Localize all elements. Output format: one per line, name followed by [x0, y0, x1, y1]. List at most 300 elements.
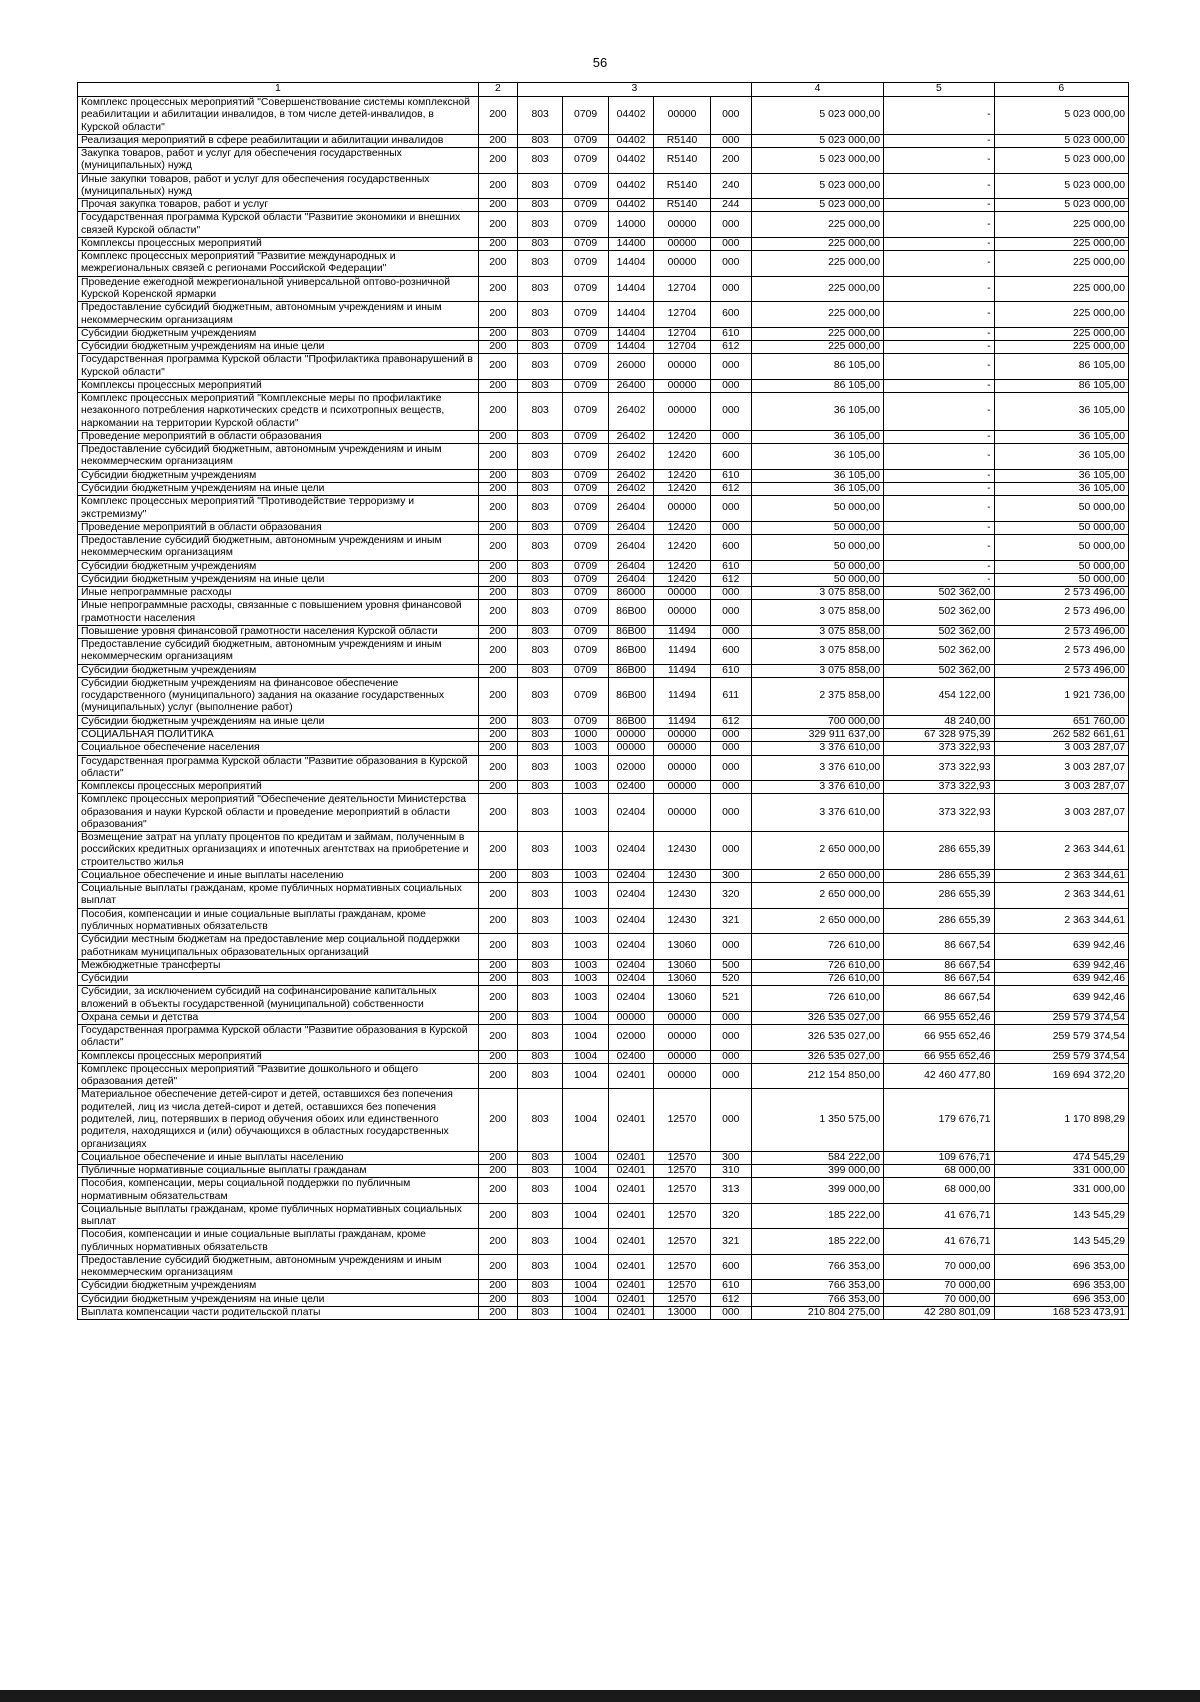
amount-plan: 5 023 000,00	[751, 134, 883, 147]
amount-executed: -	[884, 237, 995, 250]
code-cs1: 26404	[608, 535, 654, 561]
row-name: Комплекс процессных мероприятий "Развитие международных и межрегиональных связей с регионами Российской Федерации"	[78, 251, 479, 277]
table-row	[78, 869, 1129, 882]
code-gr: 200	[478, 276, 517, 302]
code-cs1: 04402	[608, 199, 654, 212]
code-rz: 1003	[563, 755, 609, 781]
amount-plan: 399 000,00	[751, 1178, 883, 1204]
code-cs1: 86В00	[608, 677, 654, 715]
code-vr: 600	[710, 1254, 751, 1280]
code-rz: 0709	[563, 341, 609, 354]
amount-remainder: 169 694 372,20	[994, 1063, 1128, 1089]
code-cs1: 26402	[608, 393, 654, 431]
code-gr: 200	[478, 869, 517, 882]
amount-remainder: 225 000,00	[994, 237, 1128, 250]
table-row	[78, 1165, 1129, 1178]
code-cs2: 12430	[654, 883, 710, 909]
code-vr: 520	[710, 973, 751, 986]
amount-plan: 399 000,00	[751, 1165, 883, 1178]
amount-plan: 726 610,00	[751, 973, 883, 986]
code-cs1: 04402	[608, 134, 654, 147]
code-cs2: 12420	[654, 535, 710, 561]
amount-remainder: 86 105,00	[994, 354, 1128, 380]
code-cs2: 12570	[654, 1203, 710, 1229]
code-rz: 0709	[563, 134, 609, 147]
code-cs1: 02000	[608, 1025, 654, 1051]
code-ved: 803	[517, 1165, 563, 1178]
code-vr: 612	[710, 1293, 751, 1306]
amount-plan: 2 650 000,00	[751, 908, 883, 934]
code-cs2: 12420	[654, 521, 710, 534]
amount-executed: 66 955 652,46	[884, 1025, 995, 1051]
row-name: Субсидии бюджетным учреждениям на иные цели	[78, 573, 479, 586]
table-row	[78, 1229, 1129, 1255]
code-cs1: 02401	[608, 1063, 654, 1089]
code-cs1: 02404	[608, 959, 654, 972]
code-gr: 200	[478, 1089, 517, 1151]
code-cs2: 13060	[654, 986, 710, 1012]
row-name: Социальное обеспечение и иные выплаты населению	[78, 1151, 479, 1164]
code-gr: 200	[478, 199, 517, 212]
row-name: Субсидии бюджетным учреждениям на иные цели	[78, 1293, 479, 1306]
amount-plan: 766 353,00	[751, 1254, 883, 1280]
code-rz: 0709	[563, 212, 609, 238]
amount-remainder: 3 003 287,07	[994, 742, 1128, 755]
amount-executed: -	[884, 341, 995, 354]
table-row	[78, 781, 1129, 794]
row-name: Субсидии местным бюджетам на предоставление мер социальной поддержки работникам муниципальных образовательных организаций	[78, 934, 479, 960]
amount-plan: 766 353,00	[751, 1293, 883, 1306]
code-gr: 200	[478, 573, 517, 586]
code-rz: 1004	[563, 1151, 609, 1164]
table-row	[78, 639, 1129, 665]
amount-executed: -	[884, 251, 995, 277]
amount-remainder: 5 023 000,00	[994, 148, 1128, 174]
code-vr: 000	[710, 1306, 751, 1319]
table-row	[78, 729, 1129, 742]
code-cs1: 14404	[608, 327, 654, 340]
code-cs2: 00000	[654, 729, 710, 742]
code-vr: 000	[710, 97, 751, 135]
code-vr: 000	[710, 625, 751, 638]
amount-plan: 2 650 000,00	[751, 869, 883, 882]
code-vr: 600	[710, 444, 751, 470]
code-gr: 200	[478, 430, 517, 443]
code-gr: 200	[478, 521, 517, 534]
amount-executed: -	[884, 212, 995, 238]
amount-remainder: 2 363 344,61	[994, 908, 1128, 934]
code-cs2: 12570	[654, 1254, 710, 1280]
amount-plan: 225 000,00	[751, 212, 883, 238]
amount-executed: 502 362,00	[884, 600, 995, 626]
amount-plan: 726 610,00	[751, 959, 883, 972]
col-header-6: 6	[994, 83, 1128, 97]
amount-remainder: 225 000,00	[994, 327, 1128, 340]
amount-remainder: 331 000,00	[994, 1178, 1128, 1204]
code-cs2: 00000	[654, 781, 710, 794]
code-gr: 200	[478, 148, 517, 174]
amount-plan: 726 610,00	[751, 986, 883, 1012]
code-vr: 611	[710, 677, 751, 715]
amount-remainder: 5 023 000,00	[994, 134, 1128, 147]
code-gr: 200	[478, 212, 517, 238]
code-vr: 000	[710, 276, 751, 302]
amount-remainder: 225 000,00	[994, 276, 1128, 302]
amount-executed: 42 280 801,09	[884, 1306, 995, 1319]
code-cs2: 12570	[654, 1293, 710, 1306]
code-cs2: 12420	[654, 444, 710, 470]
code-cs1: 00000	[608, 742, 654, 755]
amount-remainder: 143 545,29	[994, 1229, 1128, 1255]
code-rz: 0709	[563, 276, 609, 302]
code-cs1: 02000	[608, 755, 654, 781]
table-row	[78, 1151, 1129, 1164]
row-name: Комплекс процессных мероприятий "Обеспечение деятельности Министерства образования и науки Курской области и проведение мероприятий в области образования"	[78, 794, 479, 832]
code-rz: 0709	[563, 664, 609, 677]
code-gr: 200	[478, 600, 517, 626]
amount-executed: 373 322,93	[884, 742, 995, 755]
code-vr: 000	[710, 794, 751, 832]
amount-plan: 700 000,00	[751, 715, 883, 728]
code-cs1: 26404	[608, 573, 654, 586]
code-cs1: 02404	[608, 934, 654, 960]
code-vr: 610	[710, 469, 751, 482]
amount-executed: 48 240,00	[884, 715, 995, 728]
code-cs1: 14000	[608, 212, 654, 238]
table-row	[78, 469, 1129, 482]
code-rz: 1003	[563, 832, 609, 870]
code-vr: 610	[710, 1280, 751, 1293]
amount-plan: 50 000,00	[751, 535, 883, 561]
amount-remainder: 696 353,00	[994, 1254, 1128, 1280]
amount-remainder: 259 579 374,54	[994, 1011, 1128, 1024]
code-cs1: 86В00	[608, 639, 654, 665]
code-vr: 240	[710, 173, 751, 199]
amount-plan: 225 000,00	[751, 237, 883, 250]
amount-remainder: 5 023 000,00	[994, 97, 1128, 135]
row-name: Предоставление субсидий бюджетным, автономным учреждениям и иным некоммерческим организациям	[78, 1254, 479, 1280]
page-number: 56	[592, 55, 608, 70]
code-vr: 000	[710, 600, 751, 626]
amount-remainder: 50 000,00	[994, 573, 1128, 586]
amount-executed: 502 362,00	[884, 625, 995, 638]
col-header-4: 4	[751, 83, 883, 97]
code-gr: 200	[478, 354, 517, 380]
col-header-1: 1	[78, 83, 479, 97]
row-name: Субсидии, за исключением субсидий на софинансирование капитальных вложений в объекты государственной (муниципальной) собственности	[78, 986, 479, 1012]
amount-remainder: 2 573 496,00	[994, 664, 1128, 677]
amount-remainder: 696 353,00	[994, 1280, 1128, 1293]
code-rz: 1003	[563, 986, 609, 1012]
amount-plan: 3 075 858,00	[751, 600, 883, 626]
table-row	[78, 496, 1129, 522]
code-vr: 000	[710, 587, 751, 600]
code-gr: 200	[478, 393, 517, 431]
amount-plan: 766 353,00	[751, 1280, 883, 1293]
code-ved: 803	[517, 521, 563, 534]
amount-executed: -	[884, 482, 995, 495]
amount-executed: -	[884, 302, 995, 328]
row-name: Охрана семьи и детства	[78, 1011, 479, 1024]
code-gr: 200	[478, 173, 517, 199]
col-header-2: 2	[478, 83, 517, 97]
code-ved: 803	[517, 496, 563, 522]
code-cs1: 02404	[608, 908, 654, 934]
code-cs2: 11494	[654, 715, 710, 728]
code-gr: 200	[478, 482, 517, 495]
code-gr: 200	[478, 1025, 517, 1051]
table-row	[78, 715, 1129, 728]
row-name: Закупка товаров, работ и услуг для обеспечения государственных (муниципальных) нужд	[78, 148, 479, 174]
amount-executed: 86 667,54	[884, 934, 995, 960]
code-ved: 803	[517, 173, 563, 199]
code-vr: 612	[710, 715, 751, 728]
row-name: Социальное обеспечение и иные выплаты населению	[78, 869, 479, 882]
row-name: Повышение уровня финансовой грамотности населения Курской области	[78, 625, 479, 638]
table-row	[78, 1050, 1129, 1063]
code-vr: 310	[710, 1165, 751, 1178]
code-gr: 200	[478, 469, 517, 482]
code-cs2: 00000	[654, 393, 710, 431]
amount-plan: 50 000,00	[751, 496, 883, 522]
amount-executed: -	[884, 354, 995, 380]
amount-plan: 329 911 637,00	[751, 729, 883, 742]
amount-plan: 326 535 027,00	[751, 1011, 883, 1024]
code-cs2: 12704	[654, 276, 710, 302]
code-cs1: 02401	[608, 1306, 654, 1319]
table-row	[78, 354, 1129, 380]
amount-executed: -	[884, 469, 995, 482]
code-gr: 200	[478, 134, 517, 147]
row-name: Предоставление субсидий бюджетным, автономным учреждениям и иным некоммерческим организациям	[78, 639, 479, 665]
code-cs2: 13060	[654, 973, 710, 986]
row-name: Выплата компенсации части родительской платы	[78, 1306, 479, 1319]
amount-executed: 286 655,39	[884, 908, 995, 934]
row-name: Субсидии бюджетным учреждениям	[78, 560, 479, 573]
code-ved: 803	[517, 430, 563, 443]
code-cs1: 02404	[608, 832, 654, 870]
code-gr: 200	[478, 664, 517, 677]
amount-plan: 185 222,00	[751, 1229, 883, 1255]
table-row	[78, 1178, 1129, 1204]
row-name: Иные непрограммные расходы	[78, 587, 479, 600]
code-vr: 000	[710, 934, 751, 960]
code-vr: 000	[710, 1011, 751, 1024]
row-name: Комплекс процессных мероприятий "Комплексные меры по профилактике незаконного потребления наркотических средств и психотропных веществ, наркомании на территории Курской области"	[78, 393, 479, 431]
code-vr: 600	[710, 535, 751, 561]
amount-executed: 502 362,00	[884, 664, 995, 677]
amount-remainder: 225 000,00	[994, 212, 1128, 238]
code-cs2: 12430	[654, 908, 710, 934]
amount-plan: 3 075 858,00	[751, 639, 883, 665]
table-row	[78, 959, 1129, 972]
code-rz: 1003	[563, 742, 609, 755]
code-ved: 803	[517, 1050, 563, 1063]
code-gr: 200	[478, 237, 517, 250]
code-gr: 200	[478, 1165, 517, 1178]
code-cs1: 26404	[608, 560, 654, 573]
code-cs2: 12420	[654, 482, 710, 495]
code-cs1: 02404	[608, 883, 654, 909]
code-cs1: 26400	[608, 379, 654, 392]
table-row	[78, 1293, 1129, 1306]
row-name: Субсидии бюджетным учреждениям на финансовое обеспечение государственного (муниципального) задания на оказание государственных (муниципальных) услуг (выполнение работ)	[78, 677, 479, 715]
code-cs1: 14400	[608, 237, 654, 250]
code-cs1: 04402	[608, 173, 654, 199]
code-vr: 320	[710, 1203, 751, 1229]
row-name: Пособия, компенсации, меры социальной поддержки по публичным нормативным обязательствам	[78, 1178, 479, 1204]
amount-plan: 2 375 858,00	[751, 677, 883, 715]
code-cs2: 00000	[654, 97, 710, 135]
code-ved: 803	[517, 1306, 563, 1319]
amount-remainder: 36 105,00	[994, 444, 1128, 470]
amount-plan: 212 154 850,00	[751, 1063, 883, 1089]
code-ved: 803	[517, 794, 563, 832]
code-cs2: 00000	[654, 587, 710, 600]
code-cs1: 02401	[608, 1203, 654, 1229]
code-gr: 200	[478, 755, 517, 781]
amount-executed: -	[884, 560, 995, 573]
code-vr: 000	[710, 1063, 751, 1089]
code-ved: 803	[517, 742, 563, 755]
amount-remainder: 168 523 473,91	[994, 1306, 1128, 1319]
amount-remainder: 36 105,00	[994, 482, 1128, 495]
amount-executed: 502 362,00	[884, 587, 995, 600]
amount-plan: 3 376 610,00	[751, 755, 883, 781]
table-row	[78, 986, 1129, 1012]
col-header-5: 5	[884, 83, 995, 97]
code-cs2: 12420	[654, 560, 710, 573]
row-name: Прочая закупка товаров, работ и услуг	[78, 199, 479, 212]
code-rz: 0709	[563, 237, 609, 250]
code-ved: 803	[517, 354, 563, 380]
row-name: Субсидии бюджетным учреждениям на иные цели	[78, 482, 479, 495]
code-cs1: 86000	[608, 587, 654, 600]
code-rz: 0709	[563, 444, 609, 470]
code-ved: 803	[517, 237, 563, 250]
code-cs2: 12570	[654, 1089, 710, 1151]
table-row	[78, 1280, 1129, 1293]
code-gr: 200	[478, 1254, 517, 1280]
code-rz: 0709	[563, 97, 609, 135]
code-vr: 200	[710, 148, 751, 174]
code-rz: 1004	[563, 1050, 609, 1063]
code-gr: 200	[478, 587, 517, 600]
row-name: Пособия, компенсации и иные социальные выплаты гражданам, кроме публичных нормативных обязательств	[78, 1229, 479, 1255]
table-row	[78, 908, 1129, 934]
code-rz: 1004	[563, 1089, 609, 1151]
table-row	[78, 625, 1129, 638]
code-rz: 1003	[563, 794, 609, 832]
code-cs2: 11494	[654, 639, 710, 665]
row-name: Предоставление субсидий бюджетным, автономным учреждениям и иным некоммерческим организациям	[78, 444, 479, 470]
code-rz: 1003	[563, 973, 609, 986]
code-cs2: 00000	[654, 755, 710, 781]
code-vr: 321	[710, 908, 751, 934]
code-cs2: 11494	[654, 664, 710, 677]
amount-remainder: 36 105,00	[994, 430, 1128, 443]
code-cs1: 14404	[608, 302, 654, 328]
amount-remainder: 2 363 344,61	[994, 869, 1128, 882]
amount-plan: 326 535 027,00	[751, 1050, 883, 1063]
code-cs2: 00000	[654, 1025, 710, 1051]
code-ved: 803	[517, 664, 563, 677]
amount-executed: 70 000,00	[884, 1280, 995, 1293]
code-cs1: 26402	[608, 469, 654, 482]
table-row	[78, 600, 1129, 626]
table-row	[78, 237, 1129, 250]
amount-executed: 66 955 652,46	[884, 1011, 995, 1024]
code-cs2: 00000	[654, 794, 710, 832]
code-gr: 200	[478, 1050, 517, 1063]
code-vr: 000	[710, 379, 751, 392]
code-ved: 803	[517, 986, 563, 1012]
code-cs1: 00000	[608, 1011, 654, 1024]
table-row	[78, 832, 1129, 870]
code-ved: 803	[517, 934, 563, 960]
code-gr: 200	[478, 496, 517, 522]
amount-remainder: 2 573 496,00	[994, 600, 1128, 626]
code-rz: 0709	[563, 302, 609, 328]
amount-remainder: 50 000,00	[994, 496, 1128, 522]
code-gr: 200	[478, 781, 517, 794]
amount-remainder: 639 942,46	[994, 934, 1128, 960]
code-vr: 521	[710, 986, 751, 1012]
table-row	[78, 276, 1129, 302]
code-gr: 200	[478, 639, 517, 665]
code-vr: 321	[710, 1229, 751, 1255]
code-gr: 200	[478, 625, 517, 638]
amount-executed: -	[884, 134, 995, 147]
code-cs2: 00000	[654, 1011, 710, 1024]
code-ved: 803	[517, 379, 563, 392]
code-cs1: 02401	[608, 1229, 654, 1255]
code-cs2: 12570	[654, 1178, 710, 1204]
code-ved: 803	[517, 444, 563, 470]
amount-plan: 2 650 000,00	[751, 883, 883, 909]
row-name: Комплексы процессных мероприятий	[78, 1050, 479, 1063]
code-gr: 200	[478, 327, 517, 340]
code-vr: 500	[710, 959, 751, 972]
amount-plan: 225 000,00	[751, 341, 883, 354]
code-ved: 803	[517, 341, 563, 354]
code-cs2: 00000	[654, 742, 710, 755]
amount-plan: 225 000,00	[751, 302, 883, 328]
amount-executed: -	[884, 393, 995, 431]
code-cs1: 02401	[608, 1280, 654, 1293]
budget-sheet	[77, 82, 1129, 1320]
amount-executed: 86 667,54	[884, 986, 995, 1012]
amount-remainder: 50 000,00	[994, 560, 1128, 573]
table-row	[78, 521, 1129, 534]
code-rz: 0709	[563, 199, 609, 212]
code-ved: 803	[517, 573, 563, 586]
table-row	[78, 1025, 1129, 1051]
code-cs1: 26402	[608, 444, 654, 470]
code-ved: 803	[517, 1025, 563, 1051]
code-cs1: 02400	[608, 781, 654, 794]
code-cs2: 12570	[654, 1151, 710, 1164]
amount-plan: 3 376 610,00	[751, 742, 883, 755]
code-ved: 803	[517, 973, 563, 986]
header-row	[78, 83, 1129, 97]
table-row	[78, 341, 1129, 354]
amount-plan: 36 105,00	[751, 393, 883, 431]
amount-remainder: 3 003 287,07	[994, 755, 1128, 781]
code-ved: 803	[517, 148, 563, 174]
amount-remainder: 639 942,46	[994, 973, 1128, 986]
code-vr: 612	[710, 341, 751, 354]
